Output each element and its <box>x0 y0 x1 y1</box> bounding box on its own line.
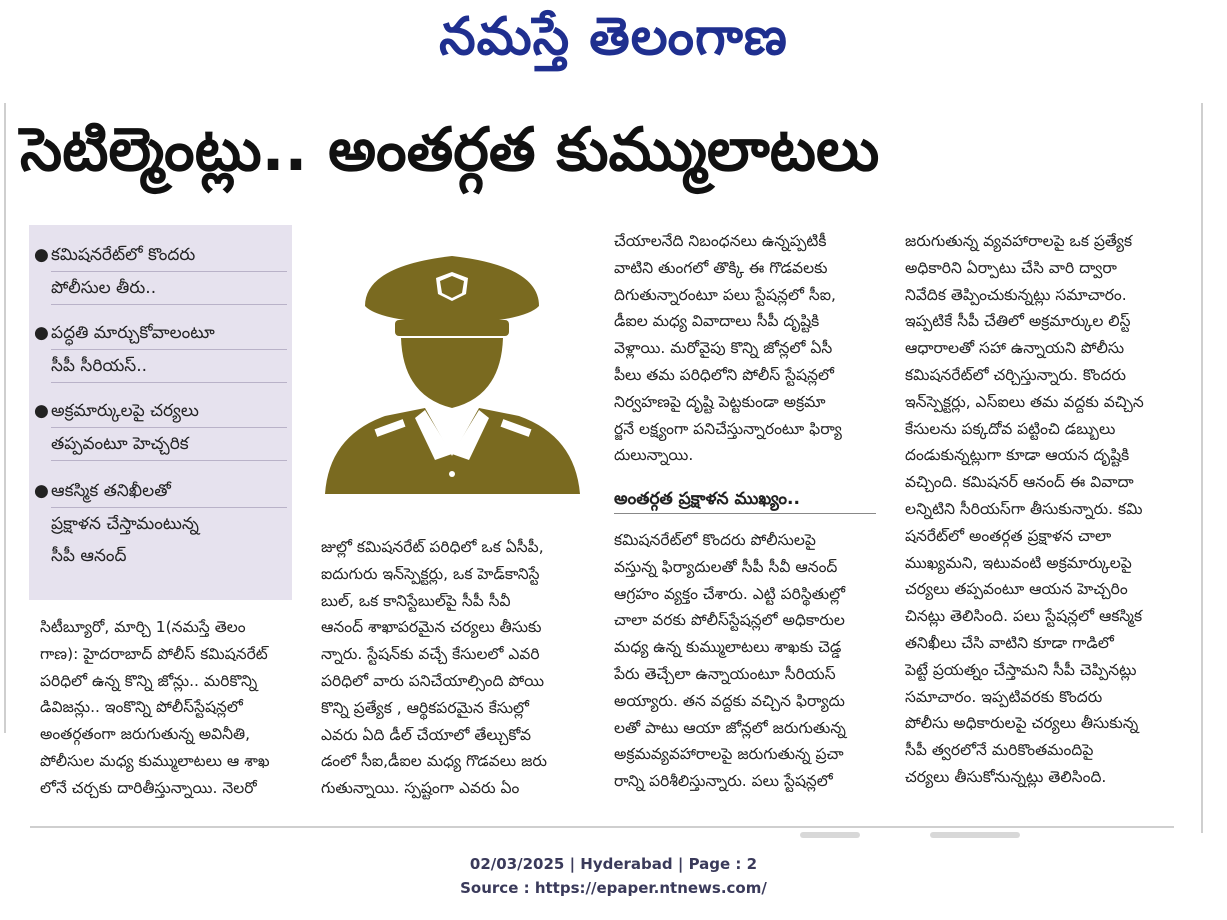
highlight-line: అక్రమార్కులపై చర్యలు <box>51 395 287 428</box>
text-line: పోలీసు అధికారులపై చర్యలు తీసుకున్న <box>905 714 1139 733</box>
bullet-icon: ● <box>34 245 49 265</box>
article-column-3-top <box>614 228 886 469</box>
text-line: నివేదిక తెప్పించుకున్నట్లు సమాచారం. <box>905 285 1127 304</box>
article-column-4 <box>905 228 1177 791</box>
article-column-1 <box>40 614 298 802</box>
text-line: దండుకున్నట్లుగా కూడా ఆయన దృష్టికి <box>905 446 1130 465</box>
text-line: నిర్వహణపై దృష్టి పెట్టకుండా అక్రమా <box>614 392 826 411</box>
text-line: ఇప్పటికే సీపీ చేతిలో అక్రమార్కుల లిస్ట్ <box>905 312 1131 331</box>
bullet-icon: ● <box>34 401 49 421</box>
highlight-item <box>34 395 287 461</box>
footer-date-line: 02/03/2025 | Hyderabad | Page : 2 <box>469 855 758 873</box>
text-line: జుల్లో కమిషనరేట్ పరిధిలో ఒక ఏసీపీ, <box>321 538 544 556</box>
text-line: చర్యలు తప్పవంటూ ఆయన హెచ్చరిం <box>905 580 1128 599</box>
text-line: పీలు తమ పరిధిలోని పోలీస్ స్టేషన్లలో <box>614 365 834 384</box>
text-line: కేసులను పక్కదోవ పట్టించి డబ్బులు <box>905 419 1116 438</box>
footer-source-line: Source : https://epaper.ntnews.com/ <box>460 879 767 897</box>
highlights-box <box>29 225 292 600</box>
text-line: ఎవరు ఏది డీల్ చేయాలో తేల్చుకోవ <box>321 725 531 744</box>
text-line: ఇన్‌స్పెక్టర్లు, ఎస్ఐలు తమ వద్దకు వచ్చిన <box>905 392 1144 411</box>
text-line: డీఐల మధ్య వివాదాలు సీపీ దృష్టికి <box>614 312 820 331</box>
text-line: పోలీసుల మధ్య కుమ్ములాటలు ఆ శాఖ <box>40 751 270 770</box>
highlight-line: సీపీ సీరియస్.. <box>51 350 287 383</box>
highlight-line: సీపీ ఆనంద్ <box>51 546 127 566</box>
text-line: ఆగ్రహం వ్యక్తం చేశారు. ఎట్టి పరిస్థితుల్లో <box>614 584 846 603</box>
text-line: బుల్, ఒక కానిస్టేబుల్‌పై సీపీ సీవీ <box>321 591 511 610</box>
text-line: ర్జనే లక్ష్యంగా పనిచేస్తున్నారంటూ ఫిర్యా <box>614 419 842 438</box>
highlight-line: ప్రక్షాళన చేస్తామంటున్న <box>51 514 199 534</box>
text-line: అంతర్గతంగా జరుగుతున్న అవినీతి, <box>40 725 251 744</box>
bullet-icon: ● <box>34 323 49 343</box>
highlight-line: తప్పవంటూ హెచ్చరిక <box>51 428 287 461</box>
text-line: ముఖ్యమని, ఇటువంటి అక్రమార్కులపై <box>905 553 1132 572</box>
highlight-line: పోలీసుల తీరు.. <box>51 272 287 305</box>
text-line: వెళ్లాయి. మరోవైపు కొన్ని జోన్లలో ఏసీ <box>614 339 833 358</box>
text-line: మధ్య ఉన్న కుమ్ములాటలు శాఖకు చెడ్డ <box>614 638 842 657</box>
text-line: లోనే చర్చకు దారితీస్తున్నాయి. నెలరో <box>40 778 257 797</box>
text-line: అయ్యారు. తన వద్దకు వచ్చిన ఫిర్యాదు <box>614 691 845 710</box>
text-line: వచ్చింది. కమిషనర్ ఆనంద్ ఈ వివాదా <box>905 473 1134 492</box>
section-subheading: అంతర్గత ప్రక్షాళన ముఖ్యం.. <box>614 485 876 514</box>
text-line: చర్యలు తీసుకోనున్నట్లు తెలిసింది. <box>905 767 1107 786</box>
article-headline: సెటిల్మెంట్లు.. అంతర్గత కుమ్ములాటలు <box>20 115 880 185</box>
article-column-3-bottom <box>614 527 886 795</box>
text-line: దులున్నాయి. <box>614 446 694 465</box>
text-line: చినట్లు తెలిసింది. పలు స్టేషన్లలో ఆకస్మిక <box>905 607 1143 626</box>
newspaper-masthead: నమస్తే తెలంగాణ <box>439 6 788 67</box>
text-line: దిగుతున్నారంటూ పలు స్టేషన్లలో సీఐ, <box>614 285 836 304</box>
highlight-item <box>34 475 287 572</box>
text-line: గాణ): హైదరాబాద్ పోలీస్ కమిషనరేట్ <box>40 644 268 663</box>
text-line: పరిధిలో ఉన్న కొన్ని జోన్లు.. మరికొన్ని <box>40 671 258 690</box>
clip-border-left <box>4 103 6 733</box>
text-line: వస్తున్న ఫిర్యాదులతో సీపీ సీవీ ఆనంద్ <box>614 557 838 576</box>
text-line: ఆనంద్ శాఖాపరమైన చర్యలు తీసుకు <box>321 618 542 637</box>
text-line: లన్నిటిని సీరియస్‌గా తీసుకున్నారు. కమి <box>905 499 1143 518</box>
text-line: సిటీబ్యూరో, మార్చి 1(నమస్తే తెలం <box>40 618 246 636</box>
text-line: కొన్ని ప్రత్యేక , ఆర్థికపరమైన కేసుల్లో <box>321 698 530 717</box>
text-line: తనిఖీలు చేసి వాటిని కూడా గాడిలో <box>905 633 1114 652</box>
text-line: చాలా వరకు పోలీస్‌స్టేషన్లలో అధికారుల <box>614 611 845 630</box>
text-line: జరుగుతున్న వ్యవహారాలపై ఒక ప్రత్యేక <box>905 232 1133 250</box>
highlight-line: పద్ధతి మార్చుకోవాలంటూ <box>51 317 287 350</box>
text-line: న్నారు. స్టేషన్‌కు వచ్చే కేసులలో ఎవరి <box>321 645 540 664</box>
article-column-2 <box>321 534 591 802</box>
text-line: కమిషనరేట్‌లో కొందరు పోలీసులపై <box>614 531 816 549</box>
bullet-icon: ● <box>34 481 49 501</box>
text-line: డంలో సీఐ,డీఐల మధ్య గొడవలు జరు <box>321 752 547 771</box>
clip-border-right <box>1201 103 1203 833</box>
text-line: ఐదుగురు ఇన్‌స్పెక్టర్లు, ఒక హెడ్‌కానిస్టే <box>321 564 540 583</box>
text-line: పరిధిలో వారు పనిచేయాల్సింది పోయి <box>321 671 545 690</box>
text-line: లతో పాటు ఆయా జోన్లలో జరుగుతున్న <box>614 718 846 737</box>
text-line: రాన్ని పరిశీలిస్తున్నారు. పలు స్టేషన్లలో <box>614 772 833 791</box>
highlight-item <box>34 239 287 305</box>
text-line: సీపీ త్వరలోనే మరికొంతమందిపై <box>905 741 1094 760</box>
cut-off-text <box>930 832 1020 838</box>
text-line: కమిషనరేట్‌లో చర్చిస్తున్నారు. కొందరు <box>905 365 1126 384</box>
text-line: అక్రమవ్యవహారాలపై జరుగుతున్న ప్రచా <box>614 745 844 764</box>
highlight-line: ఆకస్మిక తనిఖీలతో <box>51 475 287 508</box>
text-line: పేరు తెచ్చేలా ఉన్నాయంటూ సీరియస్ <box>614 664 836 683</box>
text-line: డివిజన్లు.. ఇంకొన్ని పోలీస్‌స్టేషన్లలో <box>40 698 243 717</box>
text-line: గుతున్నాయి. స్పష్టంగా ఎవరు ఏం <box>321 779 520 798</box>
clip-border-bottom <box>30 826 1174 828</box>
highlight-item <box>34 317 287 383</box>
text-line: ఆధారాలతో సహా ఉన్నాయని పోలీసు <box>905 339 1125 358</box>
text-line: సమాచారం. ఇప్పటివరకు కొందరు <box>905 687 1103 706</box>
text-line: చేయాలనేది నిబంధనలు ఉన్నప్పటికీ <box>614 232 827 250</box>
text-line: పెట్టే ప్రయత్నం చేస్తామని సీపీ చెప్పినట్లు <box>905 660 1137 679</box>
text-line: షనరేట్‌లో అంతర్గత ప్రక్షాళన చాలా <box>905 526 1112 545</box>
highlight-line: కమిషనరేట్‌లో కొందరు <box>51 239 287 272</box>
text-line: వాటిని తుంగలో తొక్కి ఈ గొడవలకు <box>614 258 828 277</box>
text-line: అధికారిని ఏర్పాటు చేసి వారి ద్వారా <box>905 258 1117 277</box>
cut-off-text <box>800 832 860 838</box>
police-officer-icon <box>325 246 580 494</box>
